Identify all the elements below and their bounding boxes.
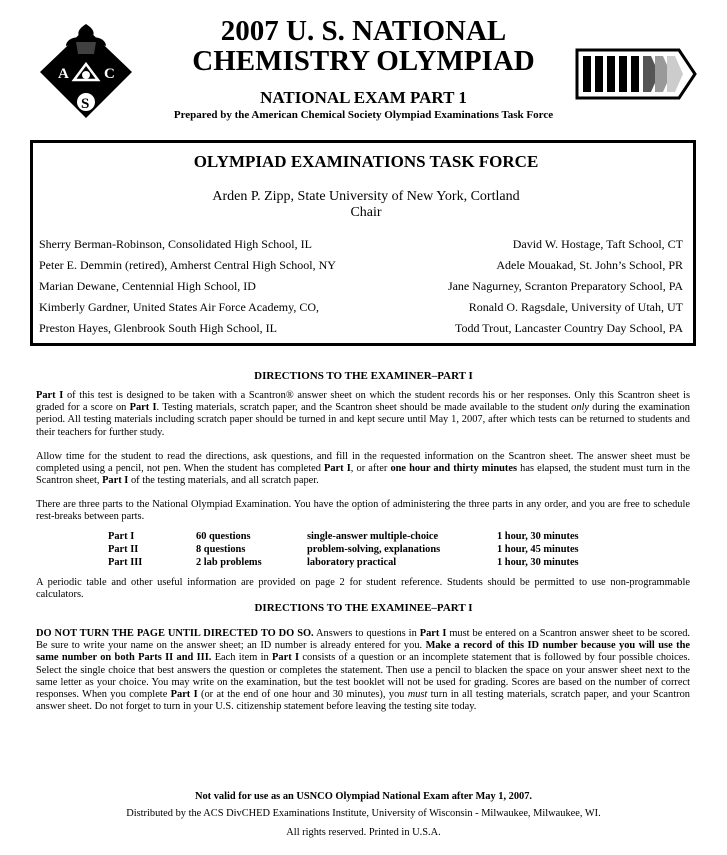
examinee-paragraph: DO NOT TURN THE PAGE UNTIL DIRECTED TO DO SO. Answers to questions in Part I must be entered on a Scantron answer sheet to be scored. Be sure to write your name on the answer sheet; an ID number is already entered for you. Make a record of this ID number because you will use the same number on both Parts II and III. Each item in Part I consists of a question or an incomplete statement that is followed by four possible choices. Select the single choice that best answers the question or completes the statement. Then use a pencil to blacken the space on your answer sheet next to the same letter as your choice. You may write on the examination, but the test booklet will not be used for grading. Scores are based on the number of correct responses. When you complete Part I (or at the end of one hour and 30 minutes), you must turn in all testing materials, scratch paper, and your Scantron answer sheet. Do not forget to turn in your U.S. citizenship statement before leaving the testing site today. xyxy=(36,628,690,713)
part-name: Part III xyxy=(108,557,143,568)
chair-name: Arden P. Zipp, State University of New York, Cortland xyxy=(212,189,520,204)
examiner-paragraph-4: A periodic table and other useful information are provided on page 2 for student reference. Students should be permitted to use non-programmable calculators. xyxy=(36,577,690,601)
logo-letter-a: A xyxy=(58,66,69,82)
examiner-heading: DIRECTIONS TO THE EXAMINER–PART I xyxy=(254,370,473,382)
logo-letter-s: S xyxy=(81,96,90,112)
member-right-2: Adele Mouakad, St. John’s School, PR xyxy=(496,258,683,272)
task-force-box xyxy=(30,140,696,346)
part-name: Part II xyxy=(108,544,139,555)
examiner-paragraph-3: There are three parts to the National Olympiad Examination. You have the option of administering the three parts in any order, and you are free to schedule rest-breaks between parts. xyxy=(36,499,690,523)
member-left-4: Kimberly Gardner, United States Air Force Academy, CO, xyxy=(39,300,320,314)
rights-note: All rights reserved. Printed in U.S.A. xyxy=(286,827,441,838)
validity-note: Not valid for use as an USNCO Olympiad National Exam after May 1, 2007. xyxy=(194,791,533,802)
part-time: 1 hour, 30 minutes xyxy=(497,557,579,568)
member-left-5: Preston Hayes, Glenbrook South High School, IL xyxy=(39,321,277,335)
member-left-3: Marian Dewane, Centennial High School, ID xyxy=(39,279,256,293)
part-items: 60 questions xyxy=(196,531,251,542)
member-right-3: Jane Nagurney, Scranton Preparatory School, PA xyxy=(447,279,683,293)
member-right-4: Ronald O. Ragsdale, University of Utah, UT xyxy=(468,300,683,314)
prepared-by: Prepared by the American Chemical Society Olympiad Examinations Task Force xyxy=(173,109,554,121)
part-time: 1 hour, 30 minutes xyxy=(497,531,579,542)
part-time: 1 hour, 45 minutes xyxy=(497,544,579,555)
exam-subtitle: NATIONAL EXAM PART 1 xyxy=(260,88,467,107)
examinee-heading: DIRECTIONS TO THE EXAMINEE–PART I xyxy=(254,602,473,614)
logo-letter-c: C xyxy=(104,66,115,82)
p1-part-i: Part I xyxy=(36,390,64,401)
part-name: Part I xyxy=(108,531,135,542)
examiner-paragraph-2: Allow time for the student to read the directions, ask questions, and fill in the requested information on the Scantron sheet. The answer sheet must be completed using a pencil, not pen. When the student has completed Part I, or after one hour and thirty minutes has elapsed, the student must turn in the Scantron sheet, Part I of the testing materials, and all scratch paper. xyxy=(36,451,690,487)
part-type: problem-solving, explanations xyxy=(307,544,441,555)
member-right-1: David W. Hostage, Taft School, CT xyxy=(512,237,683,251)
member-left-1: Sherry Berman-Robinson, Consolidated High School, IL xyxy=(39,237,312,251)
part-type: single-answer multiple-choice xyxy=(307,531,439,542)
examiner-paragraph-1: Part I of this test is designed to be taken with a Scantron® answer sheet on which the student records his or her responses. Only this Scantron sheet is graded for a score on Part I. Testing materials, scratch paper, and the Scantron sheet should be made available to the student only during the examination period. All testing materials including scratch paper should be turned in and kept secure until May 1, 2007, after which tests can be returned to students and their teachers for further study. xyxy=(36,390,691,438)
part-items: 2 lab problems xyxy=(196,557,262,568)
member-right-5: Todd Trout, Lancaster Country Day School, PA xyxy=(454,321,683,335)
olympiad-logo xyxy=(575,46,697,102)
task-force-title: OLYMPIAD EXAMINATIONS TASK FORCE xyxy=(193,152,539,171)
part-items: 8 questions xyxy=(196,544,246,555)
member-left-2: Peter E. Demmin (retired), Amherst Central High School, NY xyxy=(39,258,336,272)
chair-role: Chair xyxy=(350,205,382,220)
distribution-note: Distributed by the ACS DivCHED Examinations Institute, University of Wisconsin - Milwaukee, Milwaukee, WI. xyxy=(126,808,601,819)
title-line1: 2007 U. S. NATIONAL xyxy=(220,15,507,47)
title-line2: CHEMISTRY OLYMPIAD xyxy=(192,45,535,77)
part-type: laboratory practical xyxy=(307,557,397,568)
